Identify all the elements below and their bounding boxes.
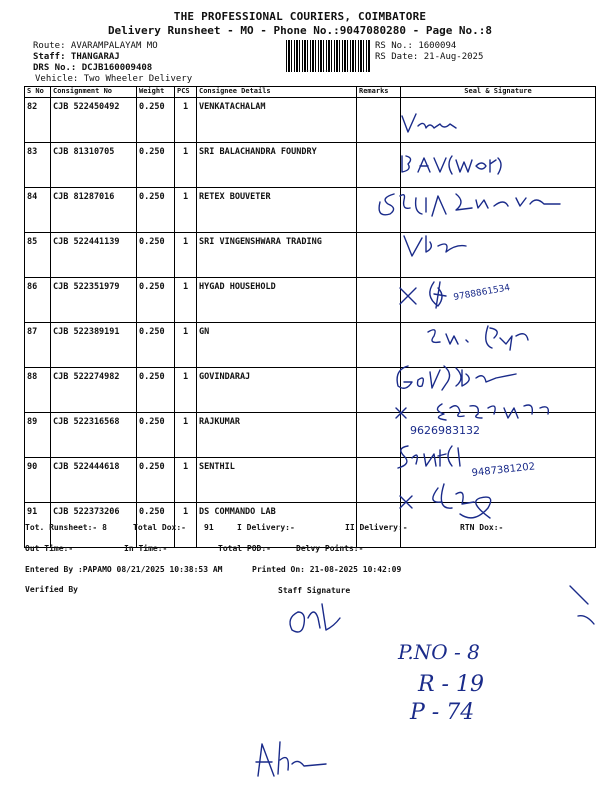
cell-pcs: 1 <box>175 233 197 278</box>
cell-consignee: SRI BALACHANDRA FOUNDRY <box>197 143 357 188</box>
bottom-signature <box>250 736 330 782</box>
cell-remarks <box>357 98 401 143</box>
table-row <box>25 143 596 188</box>
total-pod: Total POD:- <box>218 544 271 553</box>
cell-consignee: GN <box>197 323 357 368</box>
col-pcs: PCS <box>175 87 197 98</box>
col-consignment: Consignment No <box>51 87 137 98</box>
i-delivery: I Delivery:- <box>237 523 295 532</box>
in-time: In Time:- <box>124 544 168 553</box>
cell-remarks <box>357 143 401 188</box>
cell-sno: 86 <box>25 278 51 323</box>
cell-weight: 0.250 <box>137 143 175 188</box>
cell-weight: 0.250 <box>137 323 175 368</box>
delvy-points: Delvy Points:- <box>296 544 364 553</box>
cell-pcs: 1 <box>175 368 197 413</box>
cell-consignment: CJB 522450492 <box>51 98 137 143</box>
rs-number: RS No.: 1600094 <box>375 41 457 51</box>
rtn-dox: RTN Dox:- <box>460 523 504 532</box>
cell-pcs: 1 <box>175 413 197 458</box>
handwritten-p-note: P - 74 <box>410 700 475 725</box>
cell-sno: 88 <box>25 368 51 413</box>
col-weight: Weight <box>137 87 175 98</box>
cell-sno: 84 <box>25 188 51 233</box>
signature-row-86 <box>394 278 564 312</box>
table-row <box>25 233 596 278</box>
cell-sno: 82 <box>25 98 51 143</box>
rs-date: RS Date: 21-Aug-2025 <box>375 52 484 62</box>
cell-weight: 0.250 <box>137 503 175 548</box>
col-seal-signature: Seal & Signature <box>401 87 596 98</box>
cell-consignment: CJB 522389191 <box>51 323 137 368</box>
cell-weight: 0.250 <box>137 458 175 503</box>
cell-consignment: CJB 81310705 <box>51 143 137 188</box>
runsheet-subtitle: Delivery Runsheet - MO - Phone No.:9047080280 - Page No.:8 <box>107 24 493 37</box>
col-remarks: Remarks <box>357 87 401 98</box>
cell-pcs: 1 <box>175 503 197 548</box>
margin-mark-top <box>568 582 592 608</box>
margin-mark-bottom <box>576 612 596 632</box>
barcode <box>286 40 370 72</box>
cell-consignment: CJB 522351979 <box>51 278 137 323</box>
col-sno: S No <box>25 87 51 98</box>
signature-row-85 <box>400 232 470 260</box>
handwritten-page-note: P.NO - 8 <box>398 640 480 664</box>
cell-sno: 91 <box>25 503 51 548</box>
cell-sno: 85 <box>25 233 51 278</box>
cell-consignee: DS COMMANDO LAB <box>197 503 357 548</box>
drs-label: DRS No.: DCJB160009408 <box>33 63 153 73</box>
cell-pcs: 1 <box>175 188 197 233</box>
table-row <box>25 98 596 143</box>
cell-consignment: CJB 522441139 <box>51 233 137 278</box>
cell-pcs: 1 <box>175 278 197 323</box>
vehicle-label: Vehicle: Two Wheeler Delivery <box>35 74 193 84</box>
cell-consignment: CJB 522373206 <box>51 503 137 548</box>
cell-consignee: HYGAD HOUSEHOLD <box>197 278 357 323</box>
phone-row-89: 9626983132 <box>410 424 480 437</box>
ii-delivery: II Delivery:- <box>345 523 408 532</box>
route-label: Route: AVARAMPALAYAM MO <box>33 41 158 51</box>
cell-weight: 0.250 <box>137 188 175 233</box>
staff-label: Staff: THANGARAJ <box>33 52 120 62</box>
cell-consignment: CJB 522274982 <box>51 368 137 413</box>
cell-weight: 0.250 <box>137 278 175 323</box>
company-title: THE PROFESSIONAL COURIERS, COIMBATORE <box>173 10 427 23</box>
signature-row-89 <box>392 398 582 438</box>
cell-pcs: 1 <box>175 458 197 503</box>
cell-consignee: GOVINDARAJ <box>197 368 357 413</box>
cell-sno: 83 <box>25 143 51 188</box>
cell-remarks <box>357 233 401 278</box>
tot-runsheet: Tot. Runsheet:- 8 <box>25 523 107 532</box>
cell-consignment: CJB 522444618 <box>51 458 137 503</box>
cell-weight: 0.250 <box>137 98 175 143</box>
cell-consignee: SENTHIL <box>197 458 357 503</box>
signature-row-83 <box>398 150 508 178</box>
staff-signature-mark <box>284 598 344 640</box>
cell-weight: 0.250 <box>137 413 175 458</box>
signature-row-82 <box>400 112 460 136</box>
table-header-row <box>25 87 596 98</box>
total-dox-label: Total Dox:- <box>133 523 186 532</box>
staff-signature-label: Staff Signature <box>278 586 351 595</box>
verified-by: Verified By <box>25 585 78 594</box>
cell-pcs: 1 <box>175 98 197 143</box>
cell-consignee: SRI VINGENSHWARA TRADING <box>197 233 357 278</box>
out-time: Out Time:- <box>25 544 74 553</box>
phone-row-90: 9487381202 <box>471 461 536 479</box>
cell-sno: 87 <box>25 323 51 368</box>
cell-consignment: CJB 81287016 <box>51 188 137 233</box>
cell-consignee: VENKATACHALAM <box>197 98 357 143</box>
cell-consignee: RETEX BOUVETER <box>197 188 357 233</box>
total-dox-value: 91 <box>204 523 214 532</box>
cell-sno: 90 <box>25 458 51 503</box>
cell-pcs: 1 <box>175 323 197 368</box>
cell-pcs: 1 <box>175 143 197 188</box>
signature-row-91 <box>396 478 516 526</box>
handwritten-r-note: R - 19 <box>418 672 484 697</box>
printed-on: Printed On: 21-08-2025 10:42:09 <box>252 565 402 574</box>
signature-row-88 <box>392 360 522 396</box>
phone-row-86: 9788861534 <box>452 283 511 303</box>
cell-sno: 89 <box>25 413 51 458</box>
col-consignee: Consignee Details <box>197 87 357 98</box>
signature-row-84 <box>376 188 566 228</box>
entered-by: Entered By :PAPAMO 08/21/2025 10:38:53 AM <box>25 565 223 574</box>
cell-weight: 0.250 <box>137 368 175 413</box>
signature-row-87 <box>424 322 534 352</box>
cell-weight: 0.250 <box>137 233 175 278</box>
cell-consignee: RAJKUMAR <box>197 413 357 458</box>
cell-consignment: CJB 522316568 <box>51 413 137 458</box>
